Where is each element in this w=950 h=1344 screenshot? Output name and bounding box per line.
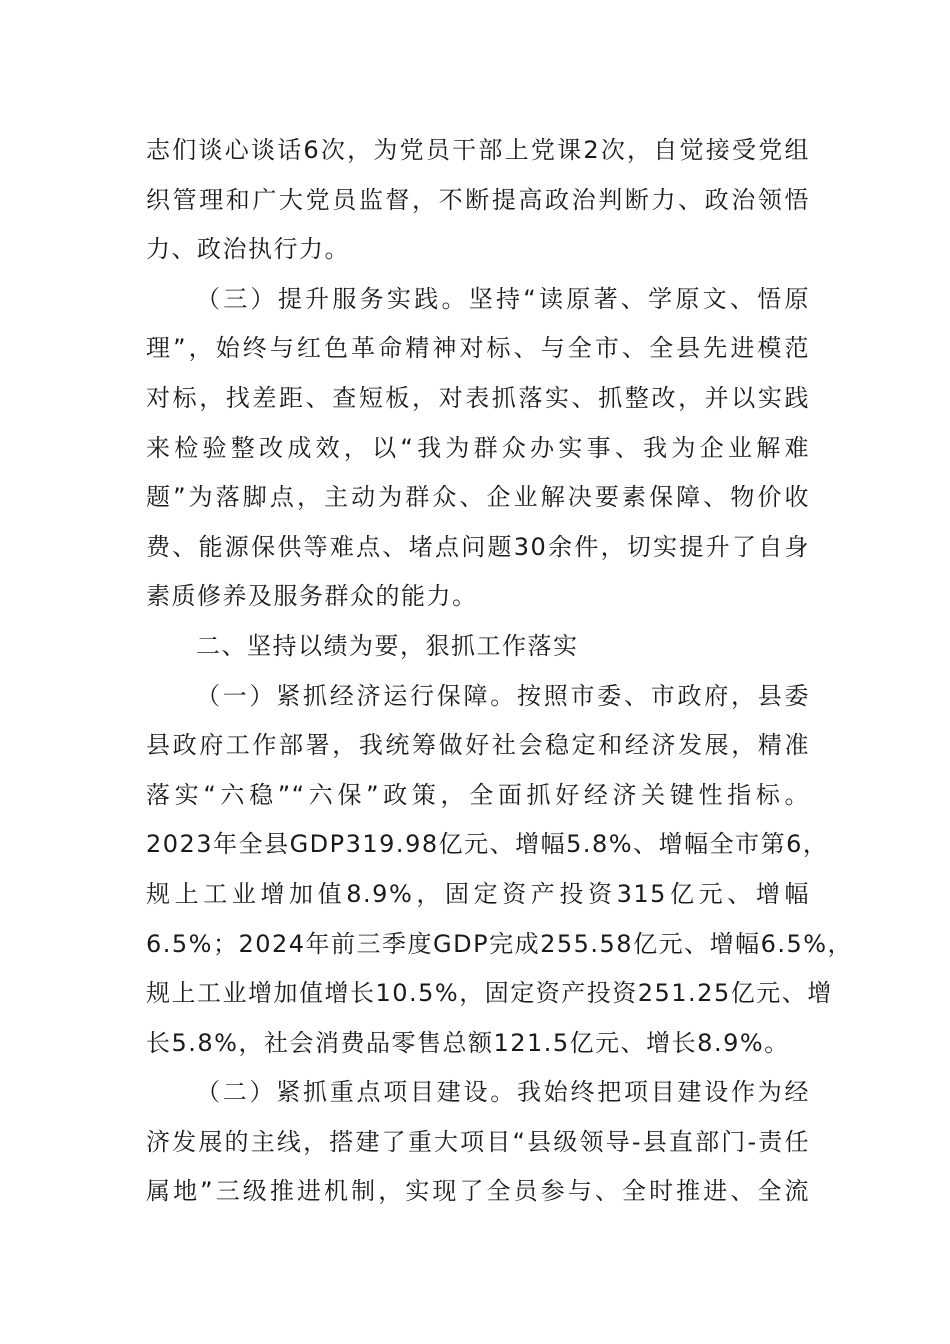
text-line: 规上工业增加值增长10.5%，固定资产投资251.25亿元、增 (146, 979, 833, 1008)
text-line: 属地”三级推进机制，实现了全员参与、全时推进、全流 (146, 1177, 810, 1206)
text-line: 来检验整改成效，以“我为群众办实事、我为企业解难 (146, 433, 810, 462)
text-line: 2023年全县GDP319.98亿元、增幅5.8%、增幅全市第6， (146, 830, 829, 859)
text-line: （三）提升服务实践。坚持“读原著、学原文、悟原 (196, 284, 810, 313)
section-heading: 二、坚持以绩为要，狠抓工作落实 (196, 631, 579, 660)
text-line: （二）紧抓重点项目建设。我始终把项目建设作为经 (196, 1078, 810, 1107)
text-line: 长5.8%，社会消费品零售总额121.5亿元、增长8.9%。 (146, 1028, 790, 1057)
text-line: 落实“六稳”“六保”政策，全面抓好经济关键性指标。 (146, 780, 810, 809)
text-line: 力、政治执行力。 (146, 235, 350, 264)
text-line: 理”，始终与红色革命精神对标、与全市、全县先进模范 (146, 334, 810, 363)
text-line: 县政府工作部署，我统筹做好社会稳定和经济发展，精准 (146, 731, 810, 760)
text-line: 题”为落脚点，主动为群众、企业解决要素保障、物价收 (146, 483, 810, 512)
text-line: 志们谈心谈话6次，为党员干部上党课2次，自觉接受党组 (146, 136, 810, 164)
text-line: 织管理和广大党员监督，不断提高政治判断力、政治领悟 (146, 185, 810, 214)
document-body (146, 126, 854, 1217)
text-line: 6.5%；2024年前三季度GDP完成255.58亿元、增幅6.5%， (146, 929, 854, 958)
text-line: （一）紧抓经济运行保障。按照市委、市政府，县委 (196, 681, 810, 710)
text-line: 对标，找差距、查短板，对表抓落实、抓整改，并以实践 (146, 383, 810, 412)
text-line: 费、能源保供等难点、堵点问题30余件，切实提升了自身 (146, 532, 810, 561)
text-line: 素质修养及服务群众的能力。 (146, 582, 478, 611)
text-line: 规上工业增加值8.9%，固定资产投资315亿元、增幅 (146, 879, 810, 908)
text-line: 济发展的主线，搭建了重大项目“县级领导-县直部门-责任 (146, 1127, 810, 1156)
